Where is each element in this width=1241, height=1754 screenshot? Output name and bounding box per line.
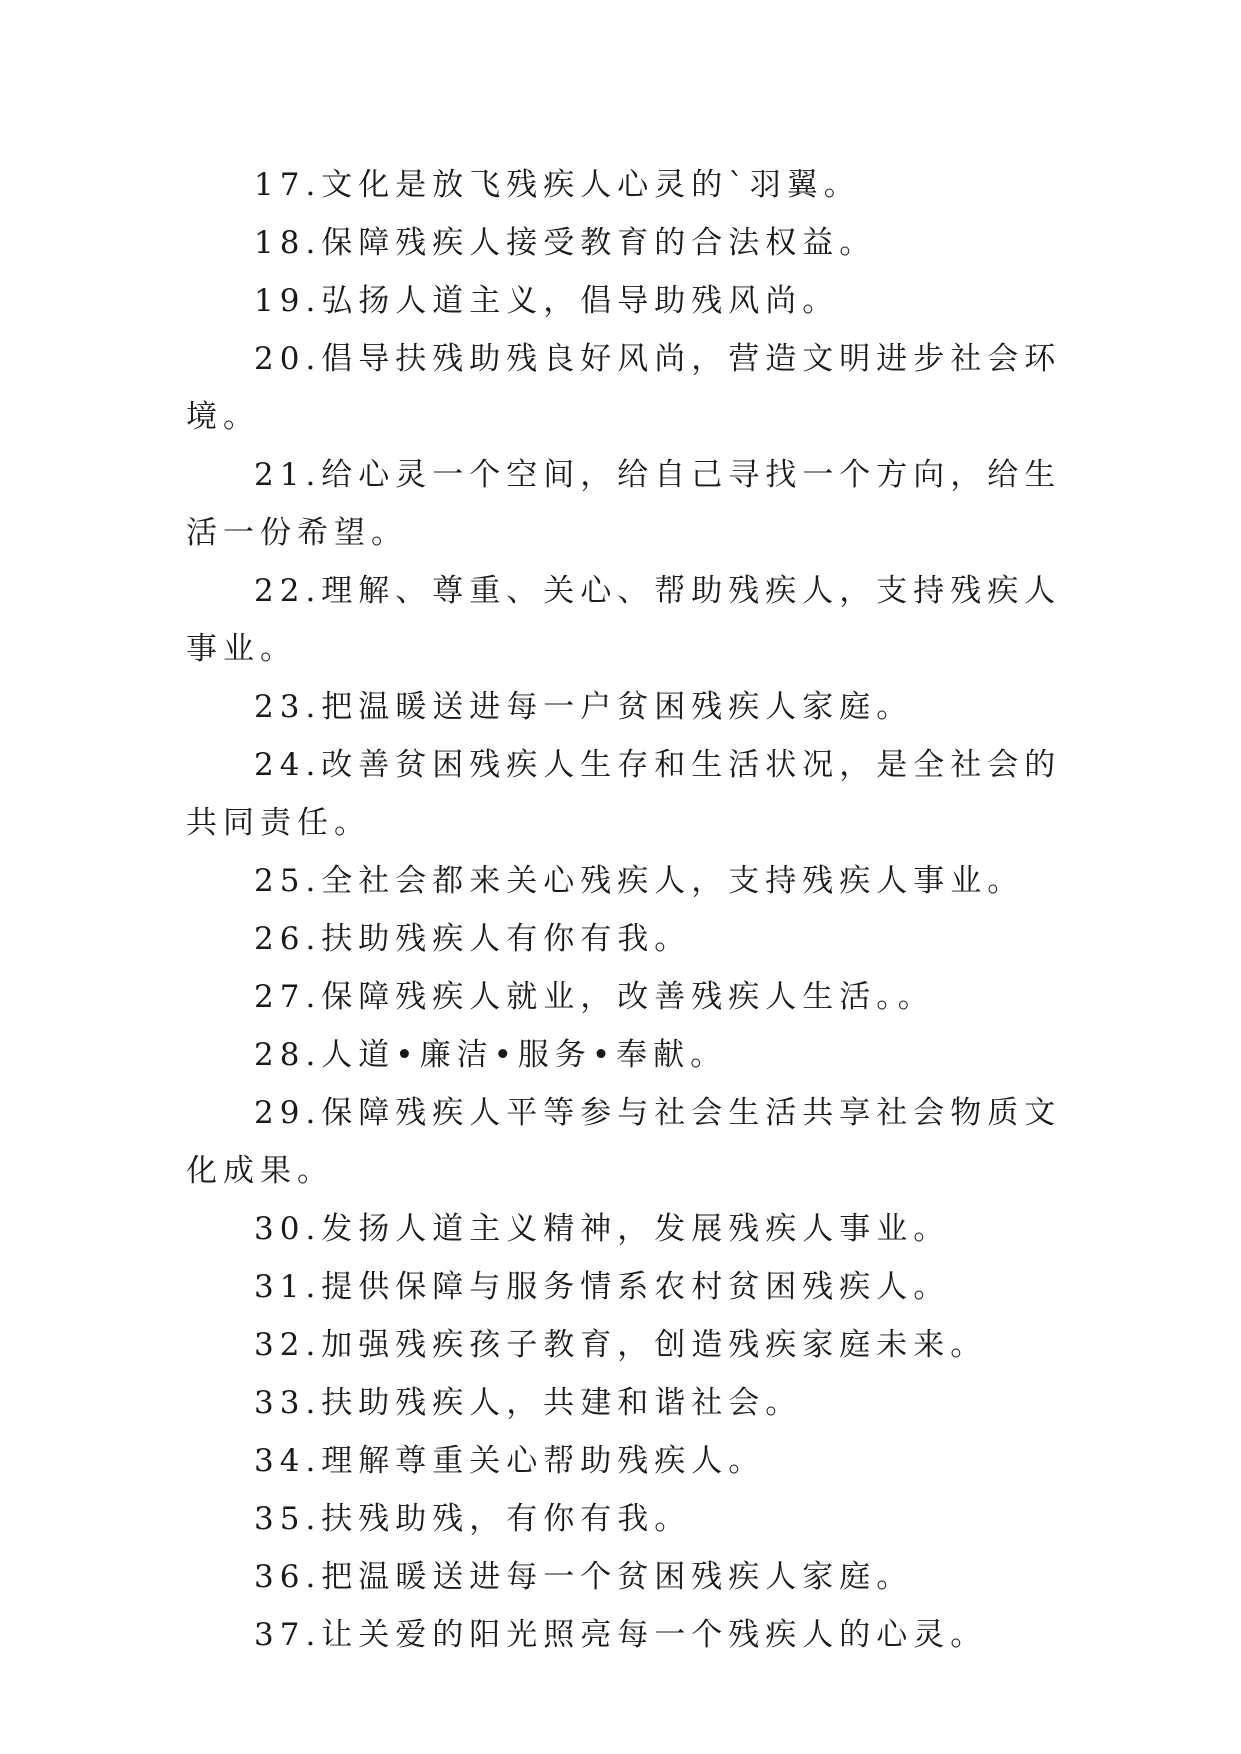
list-item: 20.倡导扶残助残良好风尚，营造文明进步社会环境。 xyxy=(186,341,1062,435)
list-item: 23.把温暖送进每一户贫困残疾人家庭。 xyxy=(254,689,914,725)
list-item: 19.弘扬人道主义，倡导助残风尚。 xyxy=(254,283,840,319)
slogan-list xyxy=(186,156,1062,1664)
list-item: 27.保障残疾人就业，改善残疾人生活。。 xyxy=(254,979,935,1015)
list-item: 33.扶助残疾人，共建和谐社会。 xyxy=(254,1385,803,1421)
list-item: 31.提供保障与服务情系农村贫困残疾人。 xyxy=(254,1269,951,1305)
list-item: 34.理解尊重关心帮助残疾人。 xyxy=(254,1443,766,1479)
list-item: 30.发扬人道主义精神，发展残疾人事业。 xyxy=(254,1211,951,1247)
list-item: 24.改善贫困残疾人生存和生活状况，是全社会的共同责任。 xyxy=(186,747,1062,841)
list-item: 32.加强残疾孩子教育，创造残疾家庭未来。 xyxy=(254,1327,988,1363)
list-item: 36.把温暖送进每一个贫困残疾人家庭。 xyxy=(254,1559,914,1595)
list-item: 37.让关爱的阳光照亮每一个残疾人的心灵。 xyxy=(254,1617,988,1653)
list-item: 28.人道•廉洁•服务•奉献。 xyxy=(254,1037,728,1073)
list-item: 22.理解、尊重、关心、帮助残疾人，支持残疾人事业。 xyxy=(186,573,1062,667)
list-item: 18.保障残疾人接受教育的合法权益。 xyxy=(254,225,877,261)
list-item: 21.给心灵一个空间，给自己寻找一个方向，给生活一份希望。 xyxy=(186,457,1062,551)
list-item: 29.保障残疾人平等参与社会生活共享社会物质文化成果。 xyxy=(186,1095,1062,1189)
list-item: 26.扶助残疾人有你有我。 xyxy=(254,921,692,957)
list-item: 35.扶残助残，有你有我。 xyxy=(254,1501,692,1537)
list-item: 25.全社会都来关心残疾人，支持残疾人事业。 xyxy=(254,863,1025,899)
list-item: 17.文化是放飞残疾人心灵的`羽翼。 xyxy=(254,167,861,203)
